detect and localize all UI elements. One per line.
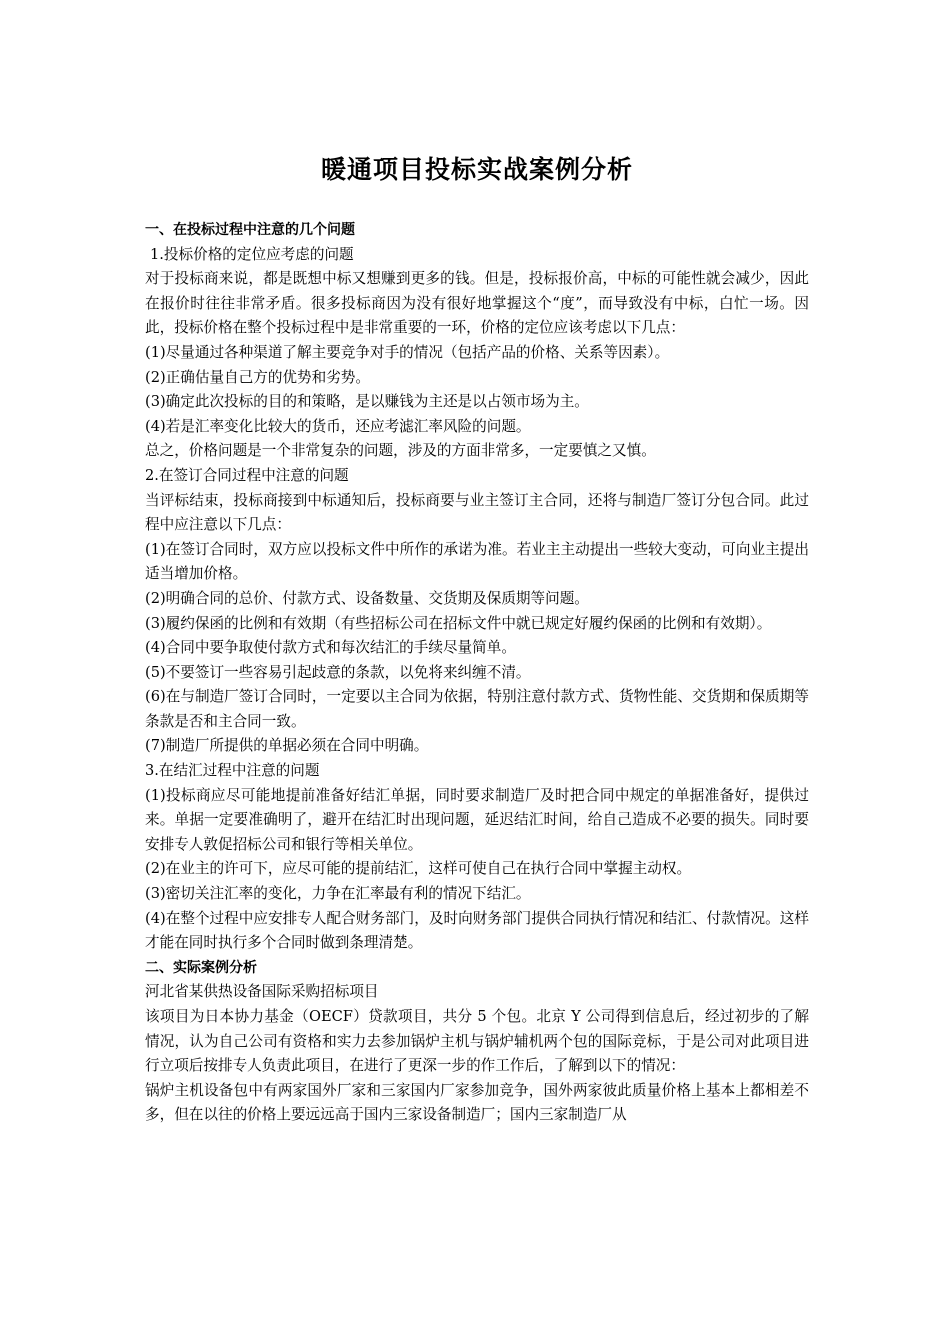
sub2-point: (1)在签订合同时，双方应以投标文件中所作的承诺为准。若业主主动提出一些较大变动，可向业主提出适当增加价格。	[145, 540, 809, 583]
sub2-point: (2)明确合同的总价、付款方式、设备数量、交货期及保质期等问题。	[145, 589, 589, 607]
sub2-point: (4)合同中要争取使付款方式和每次结汇的手续尽量简单。	[145, 639, 516, 657]
document-page	[145, 152, 809, 1128]
sub2-point: (7)制造厂所提供的单据必须在合同中明确。	[145, 737, 429, 755]
case-paragraph: 锅炉主机设备包中有两家国外厂家和三家国内厂家参加竞争，国外两家彼此质量价格上基本上都相差不多，但在以往的价格上要远远高于国内三家设备制造厂；国内三家制造厂从	[145, 1081, 809, 1124]
sub1-point: (1)尽量通过各种渠道了解主要竞争对手的情况（包括产品的价格、关系等因素）。	[145, 343, 670, 361]
sub2-point: (3)履约保函的比例和有效期（有些招标公司在招标文件中就已规定好履约保函的比例和有效期）。	[145, 614, 772, 632]
sub3-point: (1)投标商应尽可能地提前准备好结汇单据，同时要求制造厂及时把合同中规定的单据准备好，提供过来。单据一定要准确明了，避开在结汇时出现问题，延迟结汇时间，给自己造成不必要的损失。同时要安排专人敦促招标公司和银行等相关单位。	[145, 786, 809, 853]
case-paragraph: 该项目为日本协力基金（OECF）贷款项目，共分 5 个包。北京 Y 公司得到信息后，经过初步的了解情况，认为自己公司有资格和实力去参加锅炉主机与锅炉辅机两个包的国际竞标，于是公司对此项目进行立项后按排专人负责此项目，在进行了更深一步的作工作后，了解到以下的情况：	[145, 1008, 809, 1075]
sub2-intro: 当评标结束，投标商接到中标通知后，投标商要与业主签订主合同，还将与制造厂签订分包合同。此过程中应注意以下几点：	[145, 491, 809, 534]
sub3-point: (3)密切关注汇率的变化，力争在汇率最有利的情况下结汇。	[145, 885, 531, 903]
sub2-point: (6)在与制造厂签订合同时，一定要以主合同为依据，特别注意付款方式、货物性能、交货期和保质期等条款是否和主合同一致。	[145, 688, 809, 730]
sub1-intro: 对于投标商来说，都是既想中标又想赚到更多的钱。但是，投标报价高，中标的可能性就会减少，因此在报价时往往非常矛盾。很多投标商因为没有很好地掌握这个“度”，而导致没有中标，白忙一场。因此，投标价格在整个投标过程中是非常重要的一环，价格的定位应该考虑以下几点：	[145, 270, 809, 337]
sub3-point: (2)在业主的许可下，应尽可能的提前结汇，这样可使自己在执行合同中掌握主动权。	[145, 860, 692, 878]
sub1-point: (2)正确估量自己方的优势和劣势。	[145, 368, 370, 386]
sub1-title: 1.投标价格的定位应考虑的问题	[150, 245, 354, 263]
sub3-point: (4)在整个过程中应安排专人配合财务部门，及时向财务部门提供合同执行情况和结汇、付款情况。这样才能在同时执行多个合同时做到条理清楚。	[145, 909, 809, 952]
sub1-point: (4)若是汇率变化比较大的货币，还应考滤汇率风险的问题。	[145, 417, 531, 435]
sub1-point: (3)确定此次投标的目的和策略，是以赚钱为主还是以占领市场为主。	[145, 393, 589, 411]
section2-heading: 二、实际案例分析	[145, 959, 257, 976]
sub1-summary: 总之，价格问题是一个非常复杂的问题，涉及的方面非常多，一定要慎之又慎。	[145, 442, 656, 460]
case-title: 河北省某供热设备国际采购招标项目	[145, 983, 379, 1001]
sub2-point: (5)不要签订一些容易引起歧意的条款，以免将来纠缠不清。	[145, 663, 531, 681]
sub3-title: 3.在结汇过程中注意的问题	[145, 762, 320, 780]
document-title: 暖通项目投标实战案例分析	[320, 155, 633, 184]
section1-heading: 一、在投标过程中注意的几个问题	[145, 222, 355, 238]
sub2-title: 2.在签订合同过程中注意的问题	[145, 466, 349, 484]
